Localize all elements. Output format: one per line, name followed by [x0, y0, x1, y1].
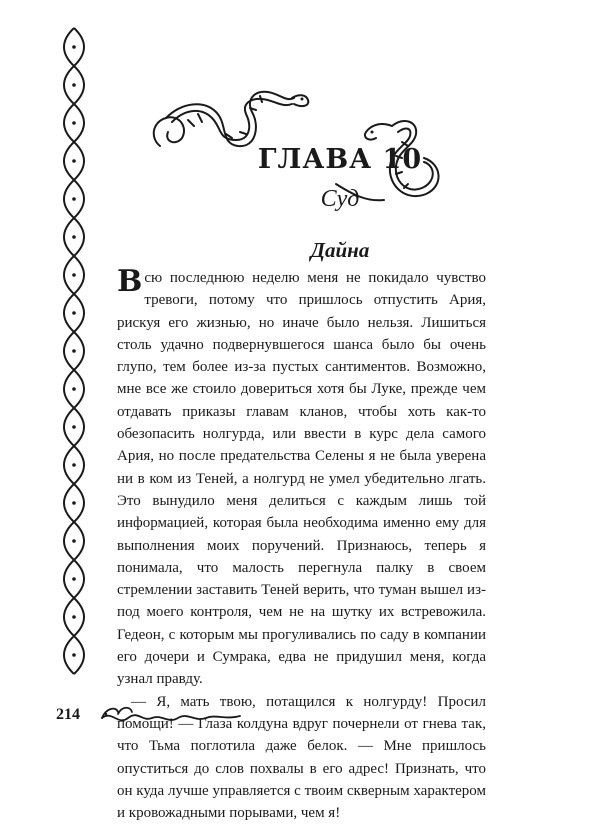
paragraph-1 — [117, 264, 486, 691]
footer-snake-ornament — [98, 700, 244, 728]
vine-ornament — [44, 22, 108, 690]
drop-cap: В — [117, 264, 143, 299]
paragraph-2: — Я, мать твою, потащился к нолгурду! Просил помощи! — Глаза колдуна вдруг почернели от гнева так, что Тьма поглотила даже белок. — Мне пришлось опуститься до слов похвалы в его адрес! Признать, что он куда лучше управляется с твоим скверным характером и кровожадными порывами, чем я! — [117, 693, 486, 822]
chapter-subtitle: Суд — [320, 186, 360, 212]
paragraph-1-text: сю последнюю неделю меня не покидало чувство тревоги, потому что пришлось отпустить Ария, рискуя его жизнью, но иначе было нельзя. Лишиться столь удачно подвернувшегося шанса было бы очень глупо, тем более из-за пустых сантиментов. Возможно, мне все же стоило довериться хотя бы Луке, прежде чем отдавать приказы главам кланов, чтобы хоть как-то обезопасить нолгурда, или ввести в курс дела самого Ария, но после предательства Селены я не была уверена ни в ком из Теней, а нолгурд не умел убедительно лгать. Это вынудило меня делиться с каждым лишь той информацией, которая была необходима именно ему для выполнения моих поручений. Признаюсь, теперь я понимала, что малость перегнула палку в своем стремлении заставить Теней верить, что туман вышел из-под моего контроля, чем не на шутку их встревожила. Гедеон, с которым мы прогуливались по саду в компании его дочери и Сумрака, едва не придушил меня, когда узнал правду. — [117, 270, 486, 688]
chapter-title: ГЛАВА 10 — [257, 144, 423, 175]
section-heading: Дайна — [310, 238, 370, 262]
page-footer — [56, 700, 256, 730]
chapter-heading — [120, 68, 560, 218]
page-number: 214 — [56, 706, 80, 723]
body-text — [117, 264, 486, 824]
